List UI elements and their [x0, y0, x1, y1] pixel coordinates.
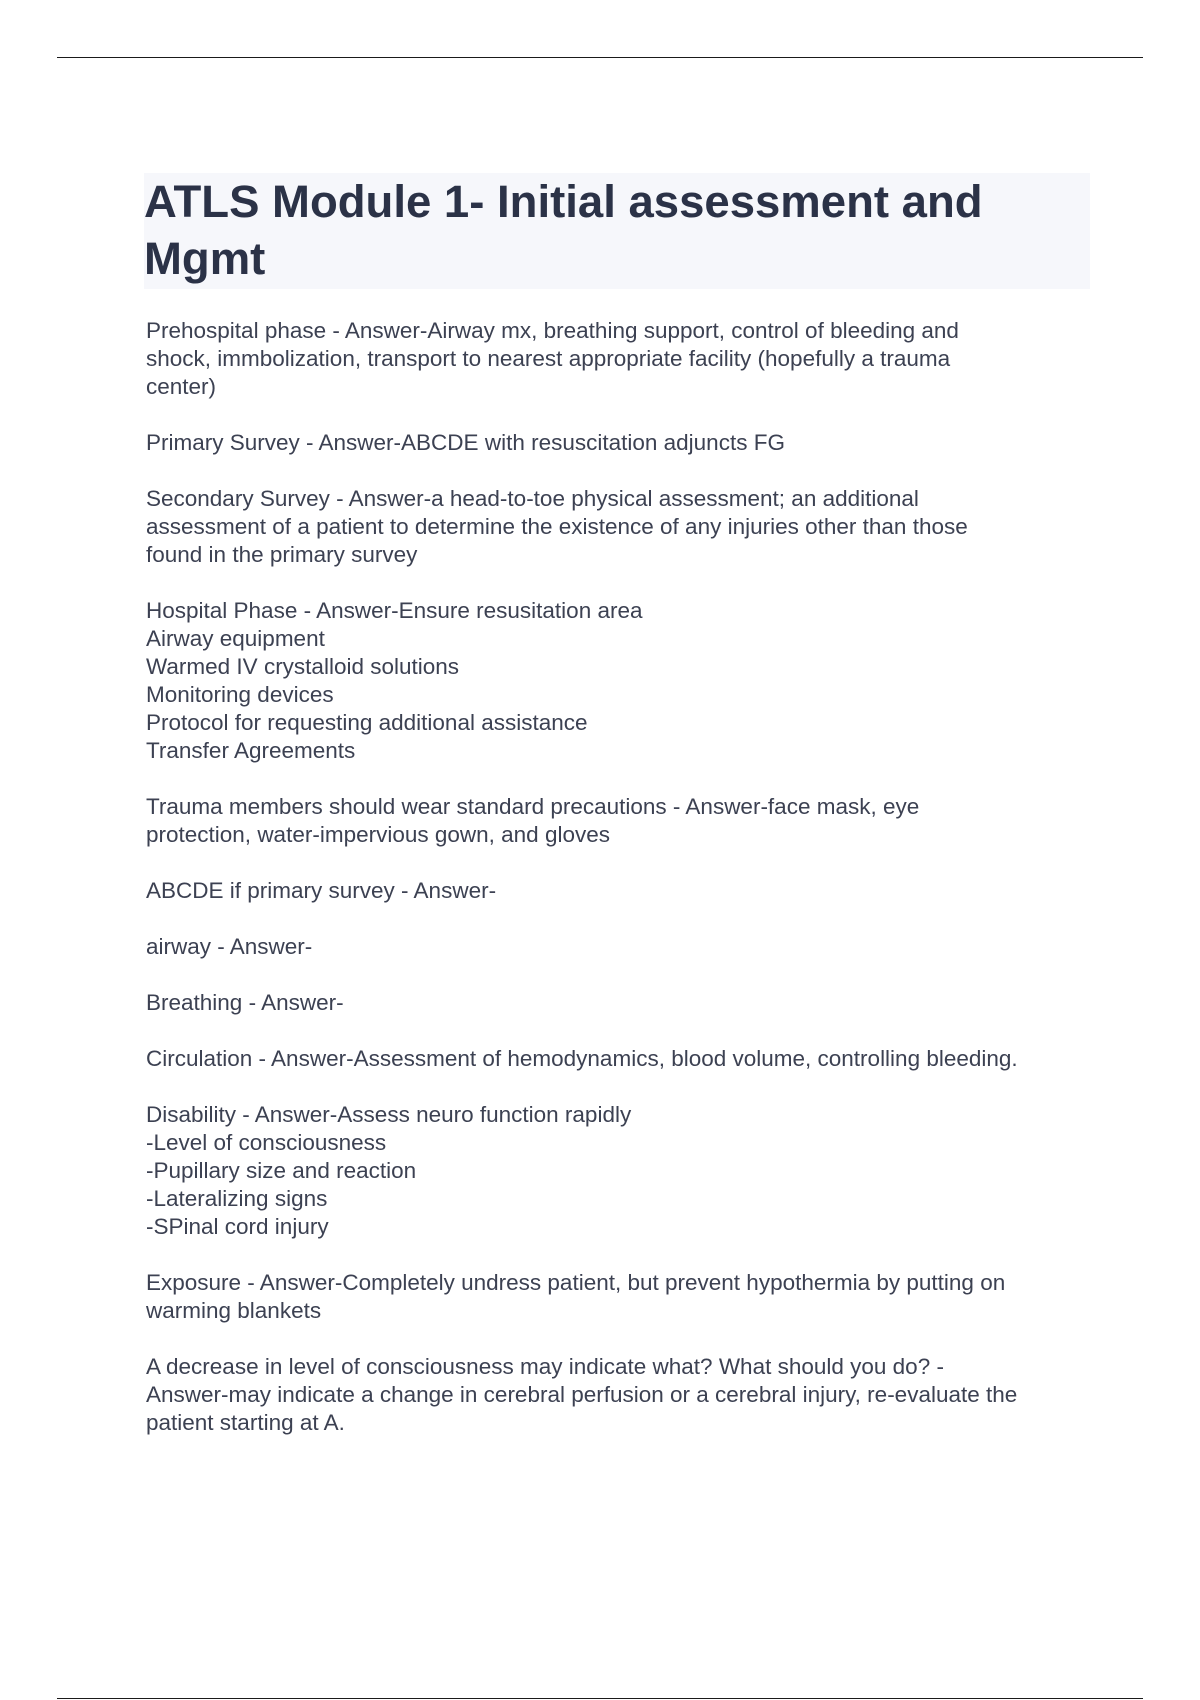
- qa-line: Primary Survey - Answer-ABCDE with resuscitation adjuncts FG: [146, 430, 785, 455]
- qa-line: -Lateralizing signs: [146, 1186, 328, 1211]
- qa-entry: [146, 793, 1090, 849]
- qa-line: center): [146, 374, 217, 399]
- qa-line: found in the primary survey: [146, 542, 418, 567]
- qa-entry: [146, 989, 1090, 1017]
- qa-entry: [146, 1101, 1090, 1241]
- qa-entry: [146, 1269, 1090, 1325]
- qa-line: Warmed IV crystalloid solutions: [146, 654, 460, 679]
- qa-entry: [146, 317, 1090, 401]
- qa-entry: [146, 597, 1090, 765]
- qa-line: Prehospital phase - Answer-Airway mx, breathing support, control of bleeding and: [146, 318, 959, 343]
- qa-line: airway - Answer-: [146, 934, 313, 959]
- qa-line: Disability - Answer-Assess neuro function rapidly: [146, 1102, 632, 1127]
- qa-line: -Pupillary size and reaction: [146, 1158, 417, 1183]
- qa-entry: [146, 1045, 1090, 1073]
- qa-line: Airway equipment: [146, 626, 325, 651]
- qa-line: assessment of a patient to determine the existence of any injuries other than those: [146, 514, 968, 539]
- qa-line: Circulation - Answer-Assessment of hemodynamics, blood volume, controlling bleeding.: [146, 1046, 1018, 1071]
- qa-line: Hospital Phase - Answer-Ensure resusitation area: [146, 598, 643, 623]
- qa-entry: [146, 429, 1090, 457]
- qa-line: Secondary Survey - Answer-a head-to-toe physical assessment; an additional: [146, 486, 919, 511]
- document-title: [144, 173, 1090, 287]
- title-line: Mgmt: [144, 233, 266, 284]
- document-body: [146, 173, 1090, 1465]
- qa-line: shock, immbolization, transport to nearest appropriate facility (hopefully a trauma: [146, 346, 951, 371]
- qa-line: Protocol for requesting additional assistance: [146, 710, 588, 735]
- qa-entry: [146, 933, 1090, 961]
- bottom-rule: [57, 1698, 1143, 1699]
- qa-line: A decrease in level of consciousness may indicate what? What should you do? -: [146, 1354, 944, 1379]
- qa-line: Answer-may indicate a change in cerebral perfusion or a cerebral injury, re-evaluate the: [146, 1382, 1018, 1407]
- qa-list: [146, 317, 1090, 1437]
- qa-line: -SPinal cord injury: [146, 1214, 329, 1239]
- qa-line: protection, water-impervious gown, and gloves: [146, 822, 610, 847]
- qa-entry: [146, 877, 1090, 905]
- qa-line: -Level of consciousness: [146, 1130, 387, 1155]
- qa-line: Transfer Agreements: [146, 738, 356, 763]
- qa-line: warming blankets: [146, 1298, 322, 1323]
- top-rule: [57, 57, 1143, 58]
- qa-line: Exposure - Answer-Completely undress patient, but prevent hypothermia by putting on: [146, 1270, 1006, 1295]
- qa-entry: [146, 1353, 1090, 1437]
- qa-line: Breathing - Answer-: [146, 990, 344, 1015]
- title-line: ATLS Module 1- Initial assessment and: [144, 176, 983, 227]
- qa-line: Monitoring devices: [146, 682, 334, 707]
- qa-line: ABCDE if primary survey - Answer-: [146, 878, 497, 903]
- qa-line: Trauma members should wear standard precautions - Answer-face mask, eye: [146, 794, 920, 819]
- qa-entry: [146, 485, 1090, 569]
- qa-line: patient starting at A.: [146, 1410, 345, 1435]
- title-block: [144, 173, 1090, 289]
